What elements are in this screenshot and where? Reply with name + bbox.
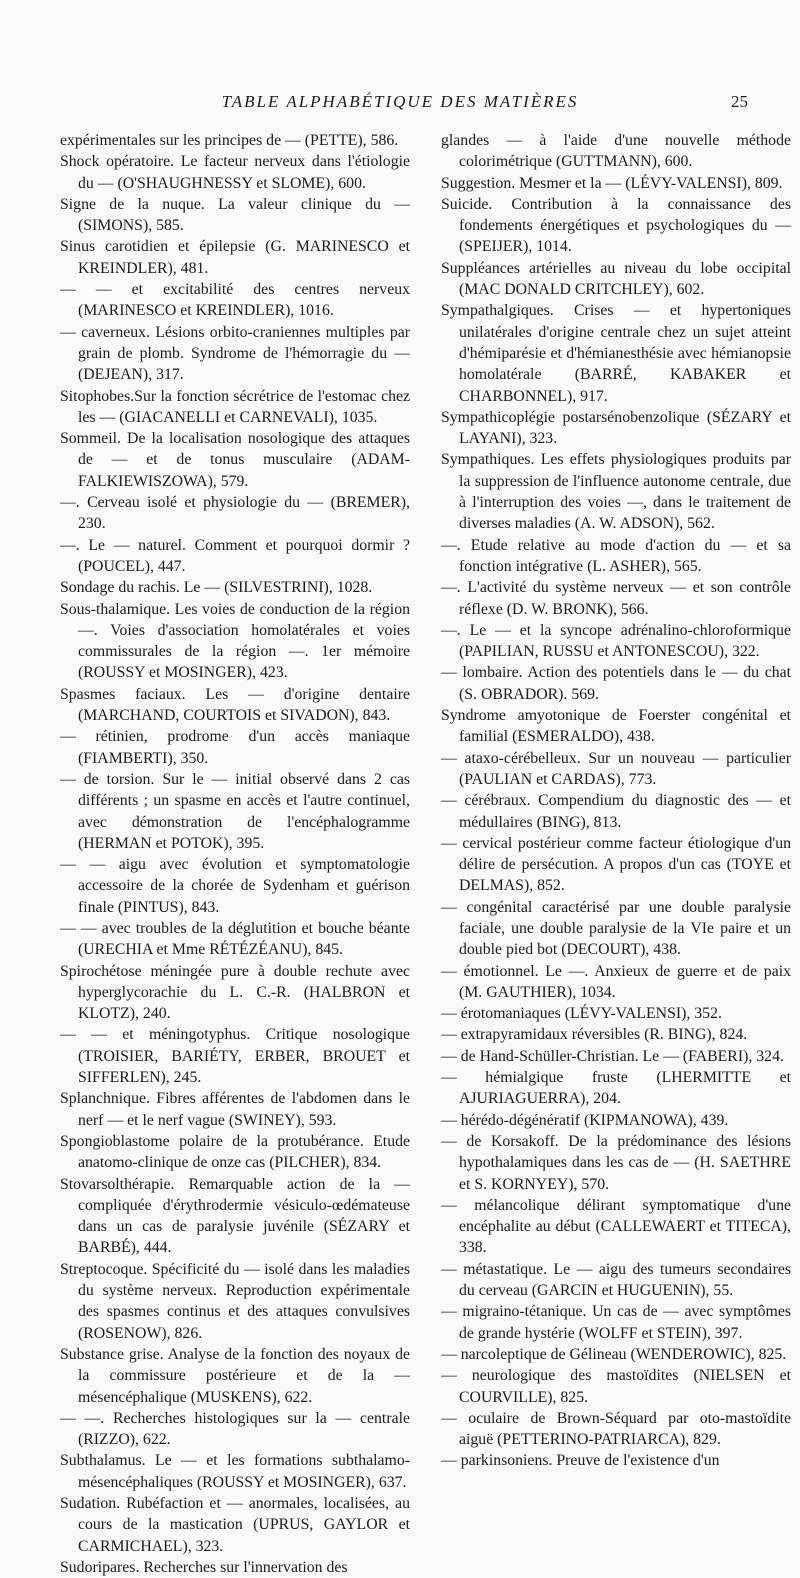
index-column-right bbox=[441, 130, 791, 1472]
index-entry: Splanchnique. Fibres afférentes de l'abdomen dans le nerf — et le nerf vague (SWINEY), 593. bbox=[60, 1090, 410, 1129]
index-entry: — cervical postérieur comme facteur étiologique d'un délire de persécution. A propos d'un cas (TOYE et DELMAS), 852. bbox=[441, 834, 791, 895]
index-entry: — —. Recherches histologiques sur la — centrale (RIZZO), 622. bbox=[60, 1409, 410, 1449]
index-entry: — oculaire de Brown-Séquard par oto-mastoïdite aiguë (PETTERINO-PATRIARCA), 829. bbox=[441, 1409, 791, 1449]
index-entry: Spasmes faciaux. Les — d'origine dentaire (MARCHAND, COURTOIS et SIVADON), 843. bbox=[60, 685, 410, 725]
index-entry: — ataxo-cérébelleux. Sur un nouveau — particulier (PAULIAN et CARDAS), 773. bbox=[441, 749, 791, 788]
index-entry: — érotomaniaques (LÉVY-VALENSI), 352. bbox=[441, 1005, 722, 1023]
page-title: TABLE ALPHABÉTIQUE DES MATIÈRES bbox=[221, 92, 579, 111]
index-entry: — cérébraux. Compendium du diagnostic des — et médullaires (BING), 813. bbox=[441, 792, 791, 831]
index-entry: —. Cerveau isolé et physiologie du — (BREMER), 230. bbox=[60, 494, 410, 533]
index-entry: — — et excitabilité des centres nerveux (MARINESCO et KREINDLER), 1016. bbox=[60, 281, 410, 320]
index-entry: Syndrome amyotonique de Foerster congénital et familial (ESMERALDO), 438. bbox=[441, 707, 791, 746]
index-entry: Sondage du rachis. Le — (SILVESTRINI), 1028. bbox=[60, 579, 373, 597]
index-entry: — métastatique. Le — aigu des tumeurs secondaires du cerveau (GARCIN et HUGUENIN), 55. bbox=[441, 1260, 791, 1300]
index-entry: — — avec troubles de la déglutition et bouche béante (URECHIA et Mme RÉTÉZÉANU), 845. bbox=[60, 919, 410, 959]
index-entry: — — aigu avec évolution et symptomatologie accessoire de la chorée de Sydenham et guérison finale (PINTUS), 843. bbox=[60, 856, 410, 916]
index-entry: Substance grise. Analyse de la fonction des noyaux de la commissure postérieure et de la — mésencéphalique (MUSKENS), 622. bbox=[60, 1345, 410, 1406]
index-entry: expérimentales sur les principes de — (PETTE), 586. bbox=[60, 132, 399, 149]
index-entry: Sudation. Rubéfaction et — anormales, localisées, au cours de la mastication (UPRUS, GAYLOR et CARMICHAEL), 323. bbox=[60, 1495, 410, 1555]
index-entry: — caverneux. Lésions orbito-craniennes multiples par grain de plomb. Syndrome de l'hémorragie du — (DEJEAN), 317. bbox=[60, 323, 410, 384]
index-entry: — neurologique des mastoïdites (NIELSEN et COURVILLE), 825. bbox=[441, 1367, 791, 1406]
index-entry: — de Hand-Schüller-Christian. Le — (FABERI), 324. bbox=[441, 1047, 784, 1065]
index-entry: — émotionnel. Le —. Anxieux de guerre et de paix (M. GAUTHIER), 1034. bbox=[441, 962, 791, 1001]
index-entry: Sudoripares. Recherches sur l'innervation des bbox=[60, 1558, 348, 1576]
index-entry: Sitophobes.Sur la fonction sécrétrice de l'estomac chez les — (GIACANELLI et CARNEVALI), 1035. bbox=[60, 387, 410, 426]
index-entry: Sinus carotidien et épilepsie (G. MARINESCO et KREINDLER), 481. bbox=[60, 238, 410, 277]
index-entry: — de Korsakoff. De la prédominance des lésions hypothalamiques dans les cas de — (H. SAETHRE et S. KORNYEY), 570. bbox=[441, 1132, 791, 1193]
index-entry: — extrapyramidaux réversibles (R. BING), 824. bbox=[441, 1026, 748, 1044]
index-entry: Stovarsolthérapie. Remarquable action de la — compliquée d'érythrodermie vésiculo-œdémateuse dans un cas de paralysie juvénile (SÉZARY et BARBÉ), 444. bbox=[60, 1175, 410, 1257]
index-entry: Subthalamus. Le — et les formations subthalamo-mésencéphaliques (ROUSSY et MOSINGER), 637. bbox=[60, 1452, 410, 1491]
index-entry: Suppléances artérielles au niveau du lobe occipital (MAC DONALD CRITCHLEY), 602. bbox=[441, 259, 791, 299]
index-entry: — migraino-tétanique. Un cas de — avec symptômes de grande hystérie (WOLFF et STEIN), 397. bbox=[441, 1303, 791, 1342]
index-entry: Signe de la nuque. La valeur clinique du — (SIMONS), 585. bbox=[60, 195, 410, 235]
index-entry: — parkinsoniens. Preuve de l'existence d'un bbox=[441, 1452, 720, 1470]
index-entry: Spongioblastome polaire de la protubérance. Etude anatomo-clinique de onze cas (PILCHER), 834. bbox=[60, 1132, 410, 1172]
index-entry: — hémialgique fruste (LHERMITTE et AJURIAGUERRA), 204. bbox=[441, 1069, 791, 1108]
index-entry: Sympathicoplégie postarsénobenzolique (SÉZARY et LAYANI), 323. bbox=[441, 408, 791, 448]
index-entry: —. L'activité du système nerveux — et son contrôle réflexe (D. W. BRONK), 566. bbox=[441, 579, 791, 618]
index-entry: — lombaire. Action des potentiels dans le — du chat (S. OBRADOR). 569. bbox=[441, 664, 791, 703]
index-entry: Shock opératoire. Le facteur nerveux dans l'étiologie du — (O'SHAUGHNESSY et SLOME), 600. bbox=[60, 153, 410, 192]
index-entry: — hérédo-dégénératif (KIPMANOWA), 439. bbox=[441, 1111, 729, 1129]
index-entry: Suicide. Contribution à la connaissance des fondements énergétiques et psychologiques du — (SPEIJER), 1014. bbox=[441, 195, 791, 256]
index-entry: glandes — à l'aide d'une nouvelle méthode colorimétrique (GUTTMANN), 600. bbox=[441, 132, 791, 171]
index-entry: — rétinien, prodrome d'un accès maniaque (FIAMBERTI), 350. bbox=[60, 728, 410, 767]
index-entry: Spirochétose méningée pure à double rechute avec hyperglycorachie du L. C.-R. (HALBRON et KLOTZ), 240. bbox=[60, 962, 410, 1023]
index-entry: — de torsion. Sur le — initial observé dans 2 cas différents ; un spasme en accès et l'autre continuel, avec démonstration de l'encéphalogramme (HERMAN et POTOK), 395. bbox=[60, 770, 410, 852]
index-entry: Sympathiques. Les effets physiologiques produits par la suppression de l'influence autonome centrale, due à l'interruption des voies —, dans le traitement de diverses maladies (A. W. ADSON), 562. bbox=[441, 451, 791, 533]
index-entry: — mélancolique délirant symptomatique d'une encéphalite au début (CALLEWAERT et TITECA), 338. bbox=[441, 1196, 791, 1257]
index-entry: Sous-thalamique. Les voies de conduction de la région —. Voies d'association homolatérales et voies commissurales de la région —. 1er mémoire (ROUSSY et MOSINGER), 423. bbox=[60, 600, 410, 682]
index-entry: — congénital caractérisé par une double paralysie faciale, une double paralysie de la VIe paire et un double pied bot (DECOURT), 438. bbox=[441, 898, 791, 959]
index-entry: —. Le — naturel. Comment et pourquoi dormir ? (POUCEL), 447. bbox=[60, 536, 410, 575]
index-entry: —. Etude relative au mode d'action du — et sa fonction intégrative (L. ASHER), 565. bbox=[441, 536, 791, 575]
index-entry: Sommeil. De la localisation nosologique des attaques de — et de tonus musculaire (ADAM-FALKIEWISZOWA), 579. bbox=[60, 430, 410, 490]
index-column-left bbox=[60, 130, 410, 1578]
index-entry: — narcoleptique de Gélineau (WENDEROWIC), 825. bbox=[441, 1345, 787, 1363]
index-entry: Sympathalgiques. Crises — et hypertoniques unilatérales d'origine centrale chez un sujet atteint d'hémiparésie et d'hémianesthésie avec hémianopsie homolatérale (BARRÉ, KABAKER et CHARBONNEL), 917. bbox=[441, 302, 791, 405]
page-number: 25 bbox=[731, 92, 748, 111]
index-entry: —. Le — et la syncope adrénalino-chloroformique (PAPILIAN, RUSSU et ANTONESCOU), 322. bbox=[441, 621, 791, 661]
index-entry: — — et méningotyphus. Critique nosologique (TROISIER, BARIÉTY, ERBER, BROUET et SIFFERLEN), 245. bbox=[60, 1026, 410, 1087]
index-entry: Streptocoque. Spécificité du — isolé dans les maladies du système nerveux. Reproduction expérimentale des spasmes continus et des attaques convulsives (ROSENOW), 826. bbox=[60, 1260, 410, 1342]
index-entry: Suggestion. Mesmer et la — (LÉVY-VALENSI), 809. bbox=[441, 174, 783, 192]
